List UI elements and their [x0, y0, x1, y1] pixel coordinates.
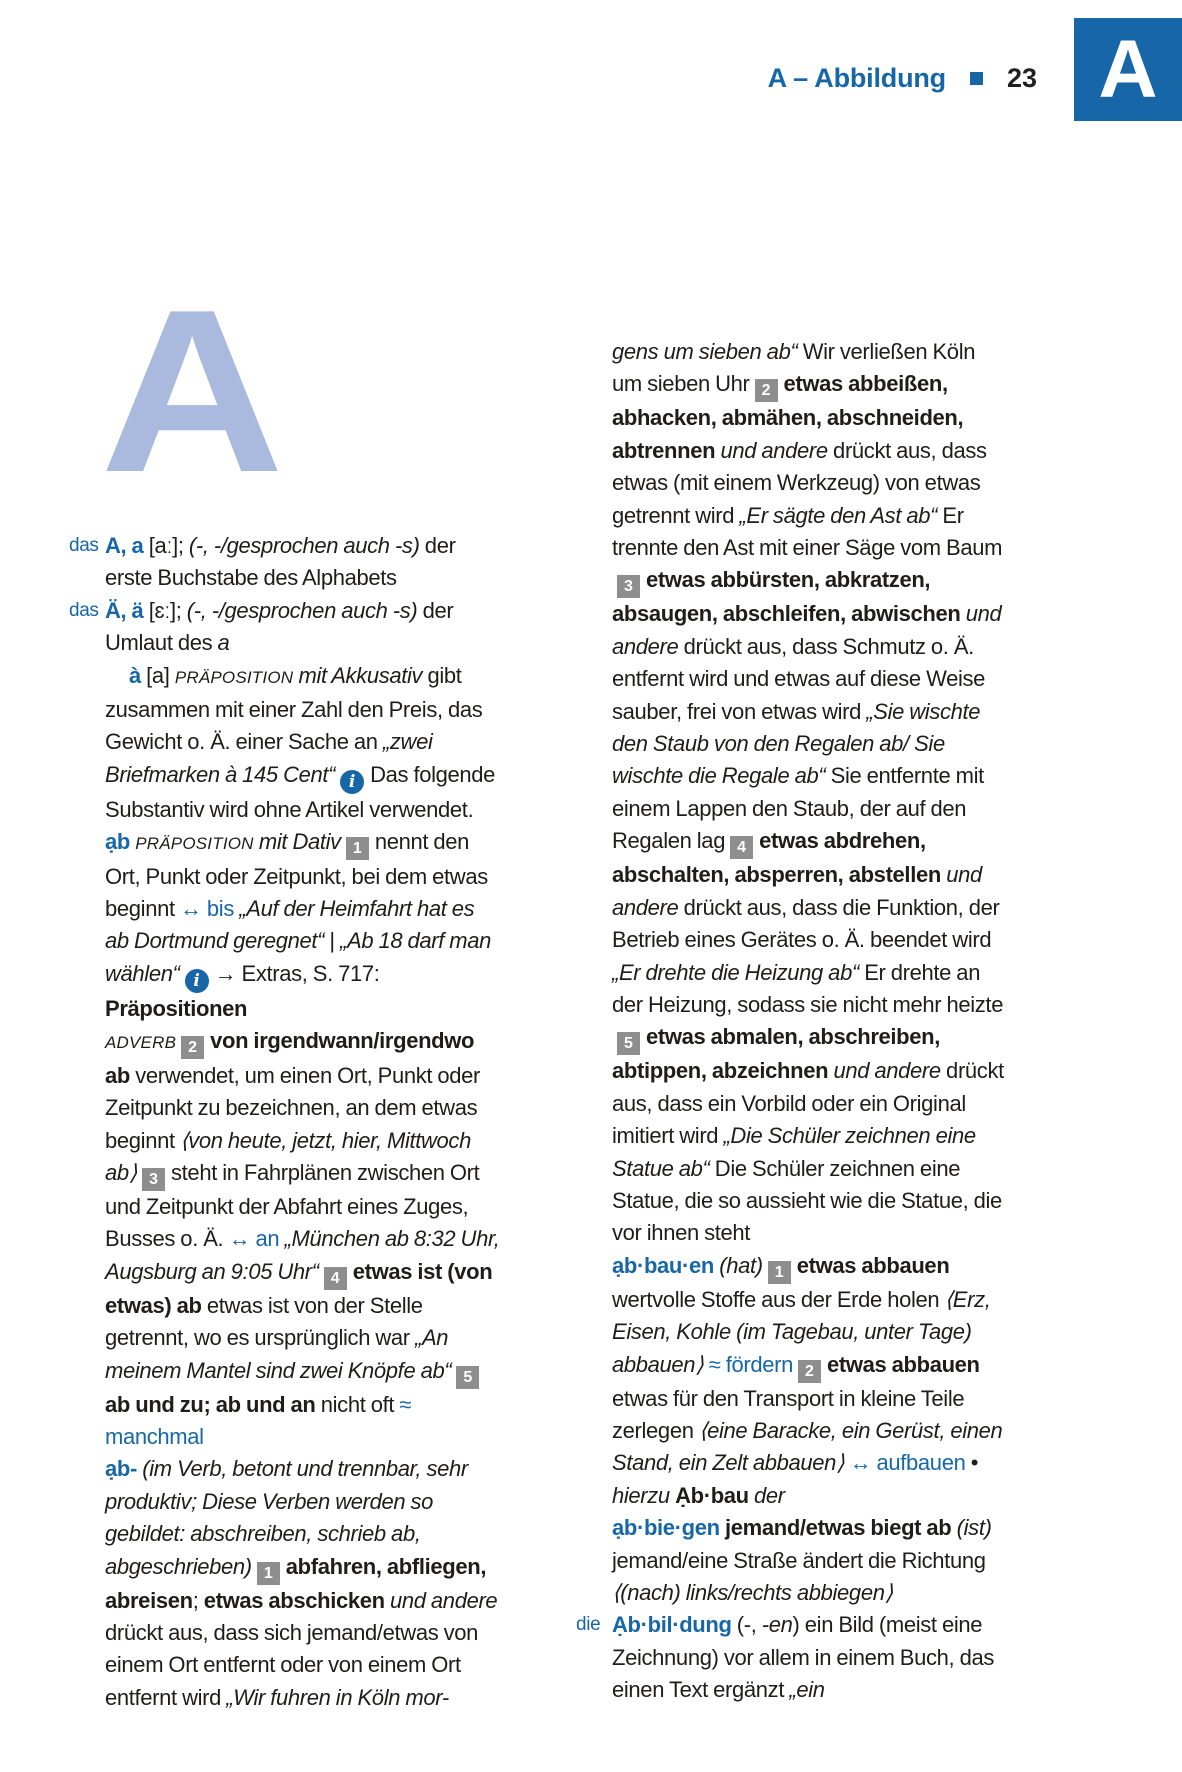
text-run: drückt aus, dass etwas (mit einem Werkzeug) von etwas getrennt wird — [612, 437, 987, 528]
article-label: das — [69, 599, 99, 621]
grammar-label: PRÄPOSITION — [135, 834, 254, 854]
headword: Ä, ä — [105, 597, 144, 623]
text-run: „Die Schüler zeichnen eine Statue ab“ — [612, 1123, 976, 1181]
dictionary-entry — [105, 660, 502, 827]
text-run: (-, -/gesprochen auch -s) — [188, 533, 420, 558]
text-run: „zwei Briefmarken à 145 Cent“ — [105, 729, 433, 787]
text-run: ⟨von heute, jetzt, hier, Mittwoch ab⟩ — [105, 1127, 471, 1185]
text-run: jemand/etwas biegt ab — [725, 1515, 952, 1541]
text-run: (im Verb, betont und trennbar, sehr produktiv; Diese Verben werden so gebildet: abschreiben, schrieb ab, abgeschrieben) — [105, 1456, 468, 1579]
cross-reference-word: bis — [206, 896, 234, 922]
sense-number-badge: 3 — [142, 1168, 165, 1191]
text-run: „An meinem Mantel sind zwei Knöpfe ab“ — [105, 1325, 452, 1383]
headword: A, a — [105, 533, 144, 558]
sense-number-badge: 1 — [257, 1562, 280, 1585]
page-number: 23 — [1006, 63, 1037, 93]
text-run: Sie entfernte mit einem Lappen den Staub, der auf den Regalen lag — [612, 763, 984, 854]
text-run: etwas ist (von etwas) ab — [105, 1258, 493, 1318]
text-run: Wir verließen Köln um sieben Uhr — [612, 339, 976, 397]
text-run: drückt aus, dass ein Vorbild oder ein Original imitiert wird — [612, 1058, 1004, 1149]
sense-number-badge: 2 — [181, 1036, 204, 1059]
text-run: Ạb·bau — [675, 1482, 749, 1508]
headword: ạb — [105, 829, 130, 855]
column-left — [69, 530, 502, 1714]
text-run: ⟨(nach) links/rechts abbiegen⟩ — [612, 1580, 893, 1605]
text-run: „Sie wischte den Staub von den Regalen ab/ Sie wischte die Regale ab“ — [612, 698, 981, 789]
text-run: „ein — [789, 1677, 825, 1703]
section-letter: A — [1098, 23, 1158, 115]
headword: ạb- — [105, 1456, 137, 1482]
text-run: „Ab 18 darf man wählen“ — [105, 928, 492, 986]
text-run: mit Akkusativ — [293, 662, 423, 688]
text-run: ab und zu; ab und an — [105, 1391, 316, 1417]
text-run: mit Dativ — [253, 829, 341, 855]
sense-number-badge: 1 — [346, 837, 369, 860]
text-run: nicht oft — [315, 1391, 400, 1417]
dictionary-entry — [105, 826, 502, 1453]
header-square-bullet-icon — [970, 72, 983, 85]
text-run: etwas abschicken — [203, 1587, 385, 1613]
cross-reference-symbol: ≈ — [708, 1351, 726, 1377]
grammar-label: ADVERB — [105, 1033, 177, 1053]
text-run: ⟨eine Baracke, ein Gerüst, einen Stand, ein Zelt abbauen⟩ — [612, 1417, 1003, 1476]
section-watermark-letter: A — [100, 262, 285, 521]
sense-number-badge: 5 — [617, 1032, 640, 1055]
dictionary-entry — [612, 1512, 1009, 1609]
text-run: etwas abdrehen, abschalten, absperren, abstellen — [612, 828, 941, 888]
sense-number-badge: 1 — [768, 1261, 791, 1284]
cross-reference-word: manchmal — [105, 1423, 204, 1449]
cross-reference-symbol: ↔ — [849, 1450, 877, 1476]
text-run: → Extras, S. 717: — [214, 960, 380, 986]
column-right — [576, 336, 1009, 1707]
text-run: drückt aus, dass sich jemand/etwas von einem Ort entfernt oder von einem Ort entfernt wird — [105, 1619, 479, 1710]
text-run: und andere — [612, 862, 982, 920]
text-run: ⟨Erz, Eisen, Kohle (im Tagebau, unter Tage) abbauen⟩ — [612, 1286, 991, 1377]
text-run: a — [217, 630, 230, 656]
info-icon: i — [340, 770, 364, 794]
text-run: gens um sieben ab“ — [612, 339, 798, 364]
page-header — [768, 61, 1037, 95]
text-run: [aː]; — [143, 533, 189, 558]
sense-number-badge: 2 — [798, 1360, 821, 1383]
text-run: jemand/eine Straße ändert die Richtung — [612, 1547, 986, 1573]
cross-reference-symbol: ↔ — [180, 896, 207, 922]
text-run: ; — [192, 1587, 204, 1613]
text-run: etwas für den Transport in kleine Teile zerlegen — [612, 1385, 965, 1443]
headword: ạb·bau·en — [612, 1252, 714, 1278]
cross-reference-symbol: ≈ — [399, 1391, 412, 1417]
text-run: ) ein Bild (meist eine Zeichnung) vor allem in einem Buch, das einen Text ergänzt — [612, 1612, 994, 1703]
text-run: drückt aus, dass Schmutz o. Ä. entfernt wird und etwas auf diese Weise sauber, frei von etwas wird — [612, 633, 986, 724]
text-run: steht in Fahrplänen zwischen Ort und Zeitpunkt der Abfahrt eines Zuges, Busses o. Ä. — [105, 1159, 480, 1252]
dictionary-entry — [69, 595, 502, 660]
text-run: etwas abbauen — [826, 1351, 980, 1377]
article-label: das — [69, 535, 99, 556]
text-run: (hat) — [719, 1252, 763, 1278]
sense-number-badge: 3 — [617, 575, 640, 598]
headword: Ạb·bil·dung — [612, 1612, 732, 1638]
sense-number-badge: 2 — [755, 379, 778, 402]
text-run: verwendet, um einen Ort, Punkt oder Zeitpunkt zu bezeichnen, an dem etwas beginnt — [105, 1062, 481, 1153]
text-run: und andere — [720, 437, 828, 463]
text-run: „München ab 8:32 Uhr, Augsburg an 9:05 Uhr“ — [105, 1226, 500, 1284]
section-letter-tab — [1074, 18, 1182, 121]
sense-number-badge: 5 — [456, 1366, 479, 1389]
dictionary-entry — [612, 336, 1009, 1250]
text-run: von irgendwann/irgendwo ab — [105, 1028, 475, 1088]
text-run: „Er drehte die Heizung ab“ — [612, 959, 859, 985]
sense-number-badge: 4 — [730, 836, 753, 859]
cross-reference-word: aufbauen — [876, 1450, 966, 1476]
text-run: • — [965, 1450, 979, 1476]
text-run: „Auf der Heimfahrt hat es ab Dortmund geregnet“ — [105, 896, 475, 954]
text-run: „Er sägte den Ast ab“ — [739, 502, 938, 528]
text-run: und andere — [833, 1058, 941, 1084]
text-run: etwas abbauen — [796, 1252, 950, 1278]
dictionary-entry — [576, 1609, 1009, 1706]
text-run: Er trennte den Ast mit einer Säge vom Baum — [612, 502, 1003, 561]
sense-number-badge: 4 — [324, 1267, 347, 1290]
text-run: | — [324, 928, 341, 954]
text-run: der — [754, 1482, 785, 1508]
text-run: wertvolle Stoffe aus der Erde holen — [612, 1286, 945, 1312]
text-run: Das folgende Substantiv wird ohne Artikel verwendet. — [105, 761, 496, 822]
text-run: drückt aus, dass die Funktion, der Betrieb eines Gerätes o. Ä. beendet wird — [612, 894, 1000, 953]
article-label: die — [576, 1614, 601, 1636]
text-run: abfahren, abfliegen, abreisen — [105, 1553, 487, 1613]
text-run: etwas abmalen, abschreiben, abtippen, abzeichnen — [612, 1024, 941, 1084]
headword: à — [129, 662, 141, 688]
text-run: und andere — [390, 1587, 498, 1613]
running-head-title: A – Abbildung — [767, 63, 946, 93]
info-icon: i — [185, 969, 209, 993]
text-run: Präpositionen — [105, 995, 248, 1021]
text-run: (-, — [731, 1612, 762, 1638]
headword: ạb·bie·gen — [612, 1515, 720, 1541]
dictionary-entry — [105, 1453, 502, 1714]
text-run: [a] — [140, 662, 175, 688]
text-run: und andere — [612, 601, 1002, 659]
text-run: (-, -/gesprochen auch -s) — [186, 597, 418, 623]
cross-reference-word: an — [255, 1226, 280, 1252]
text-run: Er drehte an der Heizung, sodass sie nicht mehr heizte — [612, 959, 1004, 1017]
cross-reference-symbol: ↔ — [228, 1226, 256, 1252]
dictionary-entry — [612, 1250, 1009, 1512]
text-run: Die Schüler zeichnen eine Statue, die so aussieht wie die Statue, die vor ihnen steht — [612, 1155, 1002, 1246]
text-run: gibt zusammen mit einer Zahl den Preis, das Gewicht o. Ä. einer Sache an — [105, 662, 483, 755]
text-run: der erste Buchstabe des Alphabets — [105, 533, 456, 591]
grammar-label: PRÄPOSITION — [174, 667, 294, 687]
dictionary-entry — [69, 530, 502, 595]
text-run: der Umlaut des — [105, 597, 454, 656]
text-run: etwas abbeißen, abhacken, abmähen, abschneiden, abtrennen — [612, 371, 964, 463]
text-run: nennt den Ort, Punkt oder Zeitpunkt, bei dem etwas beginnt — [105, 829, 488, 922]
text-run: „Wir fuhren in Köln mor- — [226, 1684, 449, 1710]
text-run: -en — [761, 1612, 793, 1638]
text-run: (ist) — [956, 1515, 992, 1541]
text-run: etwas abbürsten, abkratzen, absaugen, abschleifen, abwischen — [612, 567, 961, 627]
text-run: hierzu — [612, 1482, 670, 1508]
text-run: [ɛː]; — [143, 597, 187, 623]
cross-reference-word: fördern — [725, 1351, 793, 1377]
text-run: etwas ist von der Stelle getrennt, wo es ursprünglich war — [105, 1292, 423, 1351]
